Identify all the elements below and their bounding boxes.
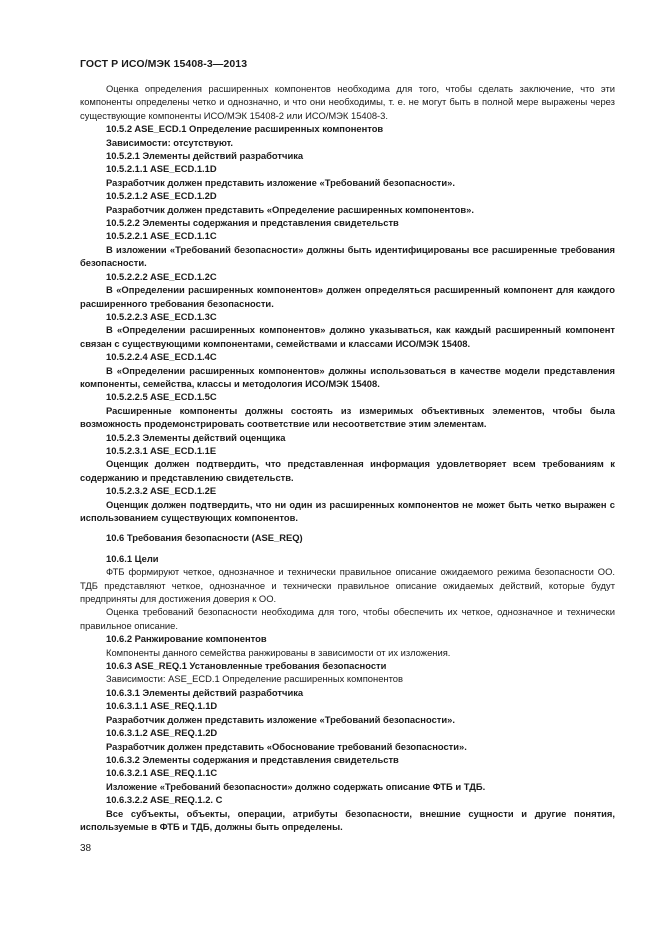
section-heading: 10.6.3.1 Элементы действий разработчика [106,686,304,698]
paragraph: Расширенные компоненты должны состоять из измеримых объективных элементов, чтобы была возможность продемонстрировать соответствие или несоответствие этим элементам. [80,404,615,430]
paragraph: Оценщик должен подтвердить, что представленная информация удовлетворяет всем требованиям к содержанию и представлению свидетельств. [80,458,615,483]
section-heading: 10.5.2.2.5 ASE_ECD.1.5C [106,391,217,403]
paragraph: В изложении «Требований безопасности» должны быть идентифицированы все расширенные требования безопасности. [80,243,615,269]
section-heading: 10.6.3.1.1 ASE_REQ.1.1D [106,700,218,712]
section-heading: 10.6.3.1.2 ASE_REQ.1.2D [106,727,218,739]
paragraph: Разработчик должен представить изложение «Требований безопасности». [106,713,455,725]
section-heading: 10.6.3.2.1 ASE_REQ.1.1C [106,767,218,779]
paragraph: Оценщик должен подтвердить, что ни один из расширенных компонентов не может быть четко выражен с использованием существующих компонентов. [80,498,615,523]
section-heading: 10.6.2 Ранжирование компонентов [106,633,267,645]
spacer [80,545,615,552]
paragraph: Зависимости: ASE_ECD.1 Определение расширенных компонентов [106,673,403,685]
section-heading: 10.6 Требования безопасности (ASE_REQ) [106,532,303,544]
section-heading: 10.5.2.2.2 ASE_ECD.1.2C [106,270,217,282]
spacer [80,524,615,531]
section-heading: 10.5.2 ASE_ECD.1 Определение расширенных компонентов [106,123,384,135]
section-heading: 10.6.3.2.2 ASE_REQ.1.2. C [106,794,223,806]
section-heading: 10.6.1 Цели [106,552,159,564]
section-heading: 10.6.3 ASE_REQ.1 Установленные требования безопасности [106,660,387,672]
section-heading: 10.6.3.2 Элементы содержания и представления свидетельств [106,753,399,765]
paragraph: Зависимости: отсутствуют. [106,136,233,148]
section-heading: 10.5.2.2.1 ASE_ECD.1.1C [106,230,217,242]
section-heading: 10.5.2.2 Элементы содержания и представления свидетельств [106,217,399,229]
document-header: ГОСТ Р ИСО/МЭК 15408-3—2013 [80,58,248,70]
paragraph: В «Определении расширенных компонентов» должен определяться расширенный компонент для каждого расширенного требования безопасности. [80,284,615,309]
paragraph: Компоненты данного семейства ранжированы в зависимости от их изложения. [106,646,451,658]
section-heading: 10.5.2.3.2 ASE_ECD.1.2E [106,485,217,497]
page-number: 38 [80,843,92,854]
paragraph: Разработчик должен представить «Определение расширенных компонентов». [106,203,474,215]
section-heading: 10.5.2.2.4 ASE_ECD.1.4C [106,351,217,363]
section-heading: 10.5.2.1.1 ASE_ECD.1.1D [106,163,217,175]
paragraph: ФТБ формируют четкое, однозначное и технически правильное описание ожидаемого режима безопасности ОО. ТДБ представляют четкое, однозначное и технически правильное описание ожидаемых действий, которые будут предприняты для достижения доверия к ОО. [80,566,615,605]
section-heading: 10.5.2.2.3 ASE_ECD.1.3C [106,310,217,322]
paragraph: В «Определении расширенных компонентов» должны использоваться в качестве модели представления компоненты, семейства, классы и методология ИСО/МЭК 15408. [80,364,615,389]
paragraph: Оценка определения расширенных компонентов необходима для того, чтобы сделать заключение, что эти компоненты определены четко и однозначно, и что они необходимы, т. е. не могут быть в полной мере выражены через существующие компоненты ИСО/МЭК 15408-2 или ИСО/МЭК 15408-3. [80,83,615,121]
section-heading: 10.5.2.3 Элементы действий оценщика [106,431,286,443]
paragraph: Разработчик должен представить «Обоснование требований безопасности». [106,740,467,752]
paragraph: Все субъекты, объекты, операции, атрибуты безопасности, внешние сущности и другие понятия, используемые в ФТБ и ТДБ, должны быть определены. [80,807,615,832]
paragraph: Оценка требований безопасности необходима для того, чтобы обеспечить их четкое, однозначное и технически правильное описание. [80,606,615,631]
section-heading: 10.5.2.1 Элементы действий разработчика [106,150,304,162]
section-heading: 10.5.2.3.1 ASE_ECD.1.1E [106,444,217,456]
section-heading: 10.5.2.1.2 ASE_ECD.1.2D [106,190,217,202]
paragraph: Изложение «Требований безопасности» должно содержать описание ФТБ и ТДБ. [106,780,486,792]
paragraph: В «Определении расширенных компонентов» должно указываться, как каждый расширенный компонент связан с существующими компонентами, семействами и классами ИСО/МЭК 15408. [80,324,615,349]
document-body [80,82,615,833]
paragraph: Разработчик должен представить изложение «Требований безопасности». [106,176,455,188]
